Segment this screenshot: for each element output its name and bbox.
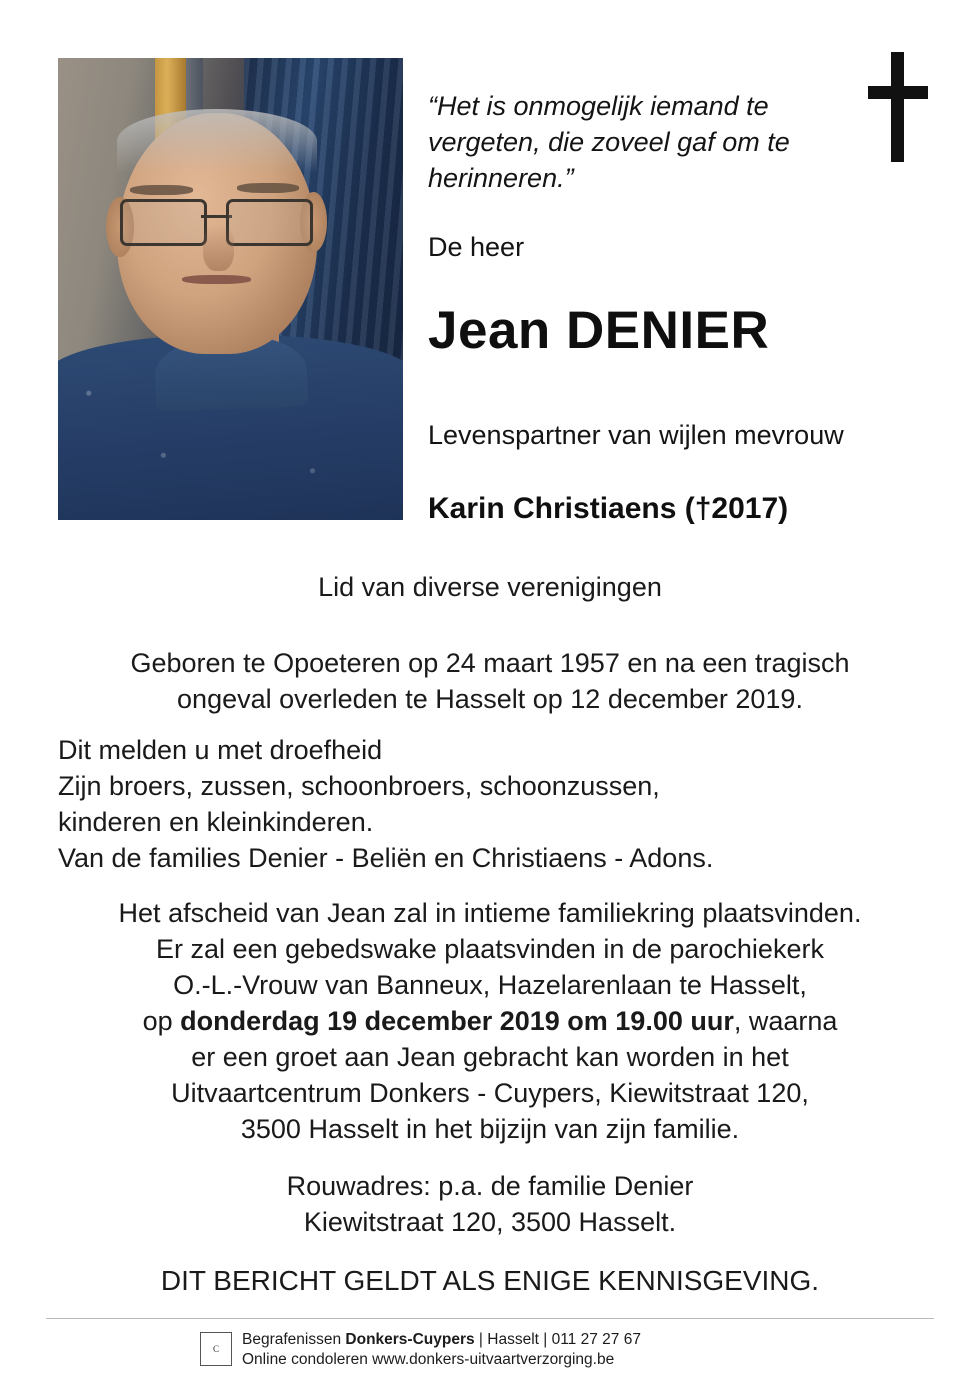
birth-death-line-1: Geboren te Opoeteren op 24 maart 1957 en na een tragisch — [130, 648, 850, 678]
condolence-address-line-1: Rouwadres: p.a. de familie Denier — [286, 1171, 694, 1201]
salutation: De heer — [428, 232, 525, 262]
birth-death-line-2: ongeval overleden te Hasselt op 12 december 2019. — [177, 684, 803, 714]
cross-horizontal-bar — [868, 86, 928, 99]
footer-line-2: Online condoleren www.donkers-uitvaartverzorging.be — [242, 1351, 615, 1368]
partner-intro: Levenspartner van wijlen mevrouw — [428, 420, 844, 450]
condolence-address-block — [40, 1168, 940, 1240]
ceremony-line-6: Uitvaartcentrum Donkers - Cuypers, Kiewitstraat 120, — [171, 1078, 809, 1108]
announcement-line-4: Van de families Denier - Beliën en Christiaens - Adons. — [58, 843, 714, 873]
condolence-address-line-2: Kiewitstraat 120, 3500 Hasselt. — [303, 1207, 677, 1237]
footer-line-1-prefix: Begrafenissen — [242, 1331, 346, 1348]
footer-text — [242, 1330, 641, 1370]
deceased-name: Jean DENIER — [428, 301, 770, 360]
ceremony-line-4 — [40, 1003, 940, 1039]
announcement-line-2: Zijn broers, zussen, schoonbroers, schoonzussen, — [58, 771, 660, 801]
ceremony-line-5: er een groet aan Jean gebracht kan worden in het — [191, 1042, 789, 1072]
memorial-quote: “Het is onmogelijk iemand te vergeten, die zoveel gaf om te herinneren.” — [428, 91, 790, 193]
funeral-home-name: Donkers-Cuypers — [345, 1331, 475, 1348]
partner-name: Karin Christiaens (†2017) — [428, 492, 789, 525]
birth-death-block — [40, 645, 940, 717]
ceremony-line-2: Er zal een gebedswake plaatsvinden in de parochiekerk — [156, 934, 824, 964]
announcement-line-3: kinderen en kleinkinderen. — [58, 807, 374, 837]
cross-icon — [868, 52, 928, 162]
announcement-line-1: Dit melden u met droefheid — [58, 735, 383, 765]
ceremony-line-7: 3500 Hasselt in het bijzijn van zijn familie. — [240, 1114, 740, 1144]
photo-nose — [203, 224, 234, 270]
photo-eyebrow-right — [237, 183, 299, 193]
announcement-block — [58, 732, 938, 876]
photo-eyebrow-left — [130, 185, 192, 195]
portrait-photo — [58, 58, 403, 520]
ceremony-line-1: Het afscheid van Jean zal in intieme familiekring plaatsvinden. — [118, 898, 862, 928]
funeral-home-logo-icon: C — [200, 1332, 232, 1366]
photo-mouth — [182, 275, 251, 284]
ceremony-block — [40, 895, 940, 1147]
footer-divider — [46, 1318, 934, 1319]
photo-glasses-lens-left — [120, 199, 207, 247]
photo-hair — [117, 109, 317, 174]
sole-notification-text: DIT BERICHT GELDT ALS ENIGE KENNISGEVING. — [160, 1265, 820, 1296]
ceremony-line-4-prefix: op — [142, 1006, 181, 1036]
ceremony-line-3: O.-L.-Vrouw van Banneux, Hazelarenlaan te Hasselt, — [173, 970, 807, 1000]
footer — [200, 1330, 840, 1370]
portrait-illustration — [58, 58, 403, 520]
footer-line-1-suffix: | Hasselt | 011 27 27 67 — [474, 1331, 641, 1348]
ceremony-line-4-suffix: , waarna — [733, 1006, 838, 1036]
ceremony-datetime: donderdag 19 december 2019 om 19.00 uur — [180, 1006, 734, 1036]
photo-glasses-lens-right — [226, 199, 313, 247]
membership-line: Lid van diverse verenigingen — [318, 572, 662, 602]
footer-line-1 — [242, 1330, 641, 1350]
cross-vertical-bar — [891, 52, 904, 162]
center-block — [40, 560, 940, 717]
